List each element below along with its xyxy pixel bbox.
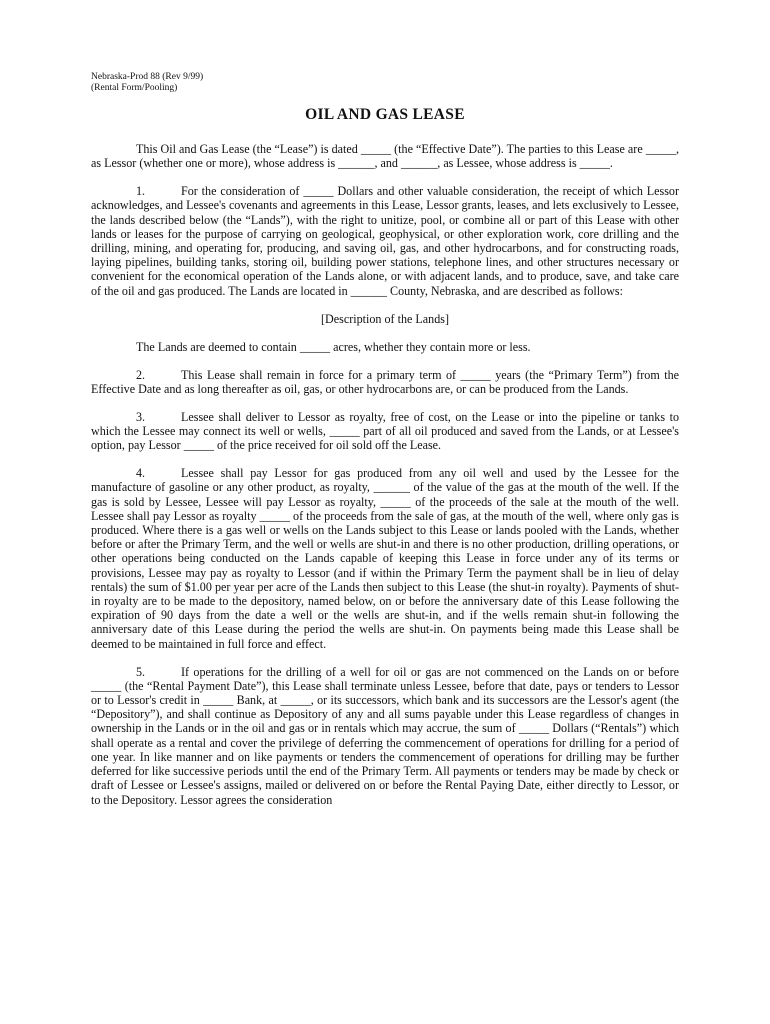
section-number: 2. (136, 367, 146, 382)
acreage-paragraph: The Lands are deemed to contain _____ acres, whether they contain more or less. (136, 339, 531, 354)
section-1 (91, 184, 679, 298)
section-text: Lessee shall pay Lessor for gas produced from any oil well and used by the Lessee for the manufacture of gasoline or any other product, as royalty, ______ of the value of the gas at the mouth of the well. If the gas is sold by Lessee, Lessee will pay Lessor as royalty, _____ of the proceeds of the sale at the mouth of the well. Lessee shall pay Lessor as royalty _____ of the proceeds from the sale of gas, at the mouth of the well, where only gas is produced. Where there is a gas well or wells on the Lands subject to this Lease or lands pooled with the Lands, whether before or after the Primary Term, and the well or wells are shut-in and there is no other production, drilling operations, or other operations being conducted on the Lands capable of keeping this Lease in force under any of its terms or provisions, Lessee may pay as royalty to Lessor (and if within the Primary Term the payment shall be in lieu of delay rentals) the sum of $1.00 per year per acre of the Lands then subject to this Lease (the shut-in royalty). Payments of shut-in royalty are to be made to the depository, named below, on or before the anniversary date of this Lease following the expiration of 90 days from the date a well or the wells are shut-in, and if the wells remain shut-in following the anniversary date of this Lease during the period the wells are shut-in. On payments being made this Lease shall be deemed to be maintained in full force and effect. (91, 466, 679, 651)
section-4 (91, 466, 679, 651)
section-number: 4. (136, 466, 146, 481)
section-number: 3. (136, 409, 146, 424)
section-3 (91, 410, 679, 453)
section-number: 1. (136, 184, 146, 199)
form-number: Nebraska-Prod 88 (Rev 9/99) (91, 72, 204, 82)
intro-paragraph: This Oil and Gas Lease (the “Lease”) is dated _____ (the “Effective Date”). The parties to this Lease are _____, as Lessor (whether one or more), whose address is ______, and ______, as Lessee, whose address is _____. (91, 142, 679, 171)
section-2 (91, 368, 679, 396)
section-text: For the consideration of _____ Dollars and other valuable consideration, the receipt of which Lessor acknowledges, and Lessee's covenants and agreements in this Lease, Lessor grants, leases, and lets exclusively to Lessee, the lands described below (the “Lands”), with the right to unitize, pool, or combine all or part of this Lease with other lands or leases for the purpose of carrying on geological, geophysical, or other exploration work, core drilling and the drilling, mining, and operating for, producing, and saving oil, gas, and other hydrocarbons, and for constructing roads, laying pipelines, building tanks, storing oil, building power stations, telephone lines, and other structures necessary or convenient for the economical operation of the Lands alone, or with adjacent lands, and to produce, save, and take care of the oil and gas produced. The Lands are located in ______ County, Nebraska, and are described as follows: (91, 184, 679, 298)
section-text: If operations for the drilling of a well for oil or gas are not commenced on the Lands on or before _____ (the “Rental Payment Date”), this Lease shall terminate unless Lessee, before that date, pays or tenders to Lessor or to Lessor's credit in _____ Bank, at _____, or its successors, which bank and its successors are the Lessor's agent (the “Depository”), and shall continue as Depository of any and all sums payable under this Lease regardless of changes in ownership in the Lands or in the oil and gas or in rentals which may accrue, the sum of _____ Dollars (“Rentals”) which shall operate as a rental and cover the privilege of deferring the commencement of operations for drilling for a period of one year. In like manner and on like payments or tenders the commencement of operations for drilling may be further deferred for like successive periods until the end of the Primary Term. All payments or tenders may be made by check or draft of Lessee or Lessee's assigns, mailed or delivered on or before the Rental Paying Date, either directly to Lessor, or to the Depository. Lessor agrees the consideration (91, 664, 679, 807)
section-text: This Lease shall remain in force for a primary term of _____ years (the “Primary Term”) from the Effective Date and as long thereafter as oil, gas, or other hydrocarbons are, or can be produced from the Lands. (91, 367, 679, 396)
form-identifier (91, 72, 203, 94)
document-title: OIL AND GAS LEASE (305, 106, 465, 123)
section-5 (91, 665, 679, 807)
lands-description-placeholder: [Description of the Lands] (321, 311, 449, 326)
form-type: (Rental Form/Pooling) (91, 83, 178, 93)
document-body (91, 142, 679, 821)
section-number: 5. (136, 664, 146, 679)
section-text: Lessee shall deliver to Lessor as royalty, free of cost, on the Lease or into the pipeline or tanks to which the Lessee may connect its well or wells, _____ part of all oil produced and saved from the Lands, or at Lessee's option, pay Lessor _____ of the price received for oil sold off the Lease. (91, 409, 679, 453)
